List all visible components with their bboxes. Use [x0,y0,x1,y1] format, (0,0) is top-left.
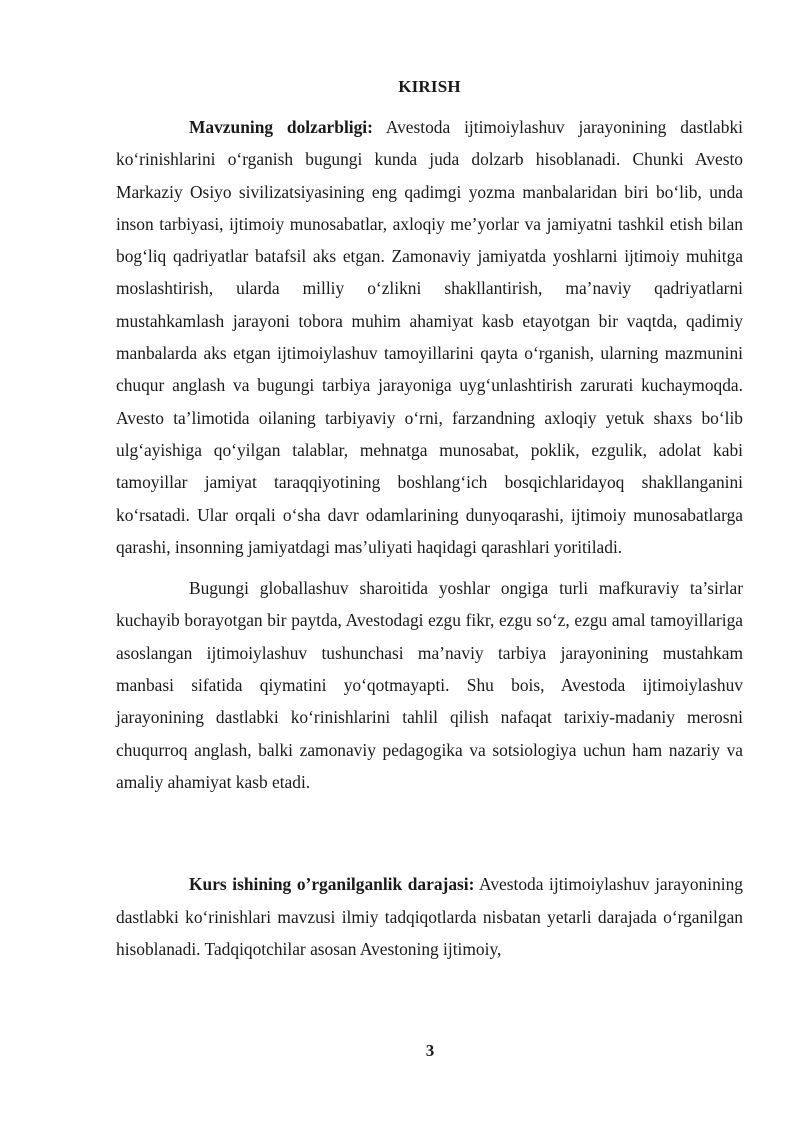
section-heading: KIRISH [398,77,461,96]
paragraph-text: Bugungi globallashuv sharoitida yoshlar ongiga turli mafkuraviy ta’sirlar kuchayib borayotgan bir paytda, Avestodagi ezgu fikr, ezgu so‘z, ezgu amal tamoyillariga asoslangan ijtimoiylashuv tushunchasi ma’naviy tarbiya jarayonining mustahkam manbasi sifatida qiymatini yo‘qotmayapti. Shu bois, Avestoda ijtimoiylashuv jarayonining dastlabki ko‘rinishlarini tahlil qilish nafaqat tarixiy-madaniy merosni chuqurroq anglash, balki zamonaviy pedagogika va sotsiologiya uchun ham nazariy va amaliy ahamiyat kasb etadi. [116,578,743,792]
paragraph-study-level [116,868,743,965]
page-content [116,76,743,965]
paragraph-lead: Kurs ishining o’rganilganlik darajasi: [189,874,475,895]
paragraph-lead: Mavzuning dolzarbligi: [189,117,373,137]
paragraph-text: Avestoda ijtimoiylashuv jarayonining dastlabki ko‘rinishlari mavzusi ilmiy tadqiqotlarda nisbatan yetarli darajada o‘rganilgan hisoblanadi. Tadqiqotchilar asosan Avestoning ijtimoiy, [116,874,743,959]
paragraph-relevance [116,111,743,563]
page-number: 3 [425,1041,435,1060]
paragraph-text: Avestoda ijtimoiylashuv jarayonining dastlabki ko‘rinishlarini o‘rganish bugungi kunda juda dolzarb hisoblanadi. Chunki Avesto Markaziy Osiyo sivilizatsiyasining eng qadimgi yozma manbalaridan biri bo‘lib, unda inson tarbiyasi, ijtimoiy munosabatlar, axloqiy me’yorlar va jamiyatni tashkil etish bilan bog‘liq qadriyatlar batafsil aks etgan. Zamonaviy jamiyatda yoshlarni ijtimoiy muhitga moslashtirish, ularda milliy o‘zlikni shakllantirish, ma’naviy qadriyatlarni mustahkamlash jarayoni tobora muhim ahamiyat kasb etayotgan bir vaqtda, qadimiy manbalarda aks etgan ijtimoiylashuv tamoyillarini qayta o‘rganish, ularning mazmunini chuqur anglash va bugungi tarbiya jarayoniga uyg‘unlashtirish zarurati kuchaymoqda. Avesto ta’limotida oilaning tarbiyaviy o‘rni, farzandning axloqiy yetuk shaxs bo‘lib ulg‘ayishiga qo‘yilgan talablar, mehnatga munosabat, poklik, ezgulik, adolat kabi tamoyillar jamiyat taraqqiyotining boshlang‘ich bosqichlaridayoq shakllanganini ko‘rsatadi. Ular orqali o‘sha davr odamlarining dunyoqarashi, ijtimoiy munosabatlarga qarashi, insonning jamiyatdagi mas’uliyati haqidagi qarashlari yoritiladi. [116,117,743,557]
paragraph-globalization [116,572,743,798]
